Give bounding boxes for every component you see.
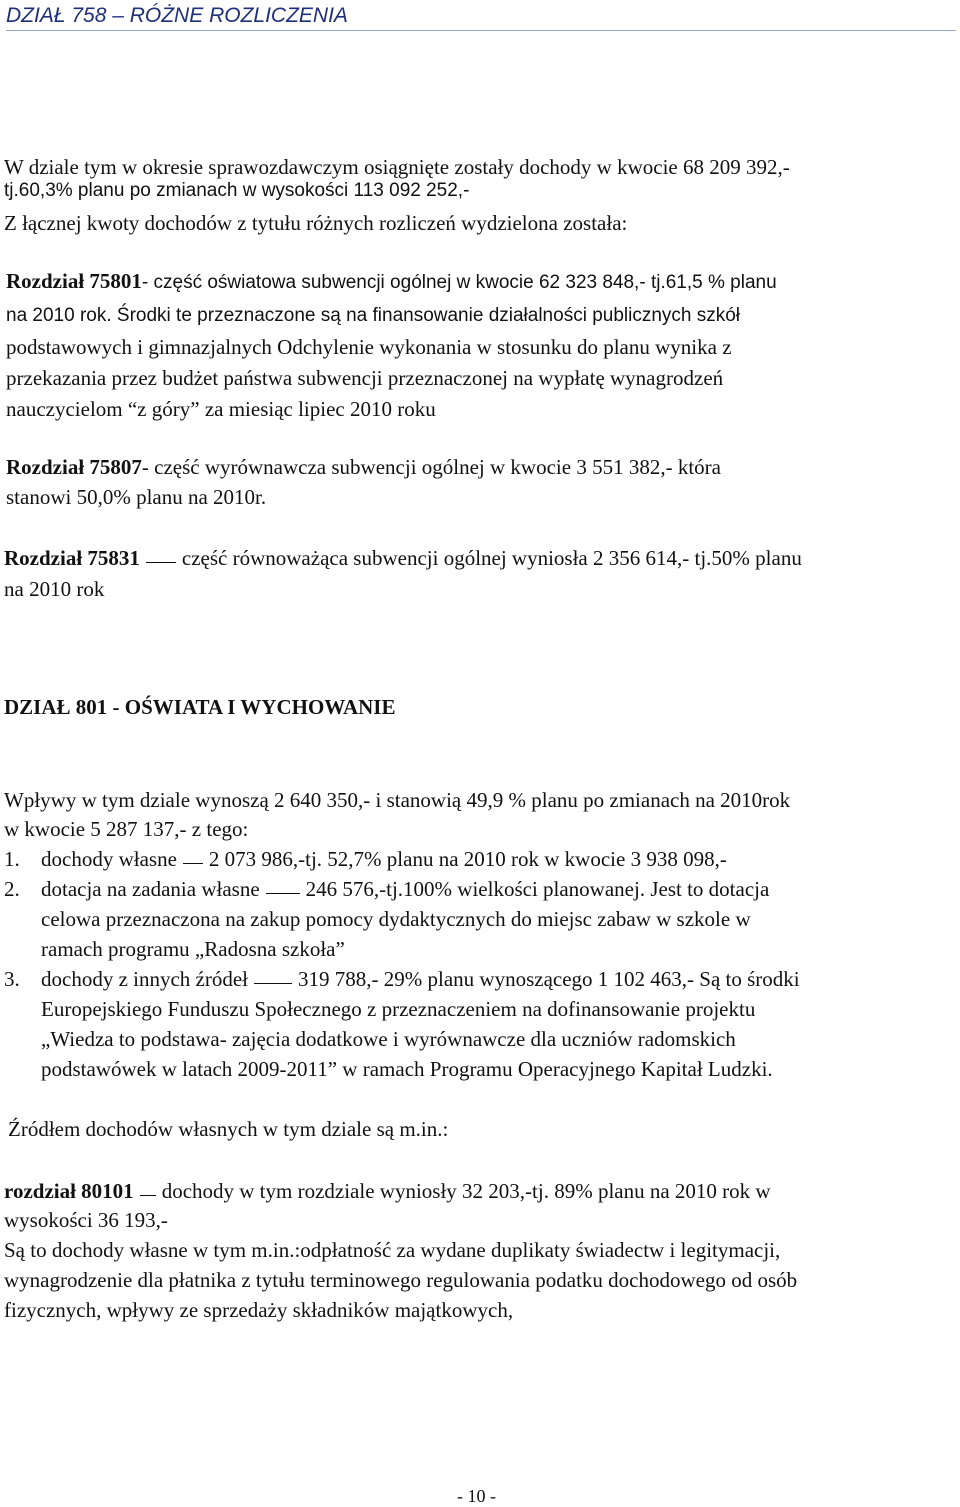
zrodlem-line: Źródłem dochodów własnych w tym dziale są m.in.: (8, 1117, 449, 1141)
r80101-line-5: fizycznych, wpływy ze sprzedaży składników majątkowych, (4, 1298, 514, 1322)
list-item-3-dash (254, 983, 292, 984)
list-item-3-label: dochody z innych źródeł (41, 967, 249, 991)
list-item-3-line-3: „Wiedza to podstawa- zajęcia dodatkowe i wyrównawcze dla uczniów radomskich (41, 1027, 736, 1051)
list-item-1-text (41, 845, 727, 874)
r80101-dash (140, 1195, 156, 1196)
list-item-3-value: 319 788,- 29% planu wynoszącego 1 102 463,- Są to środki (298, 967, 800, 991)
dzial-801-title: DZIAŁ 801 - OŚWIATA I WYCHOWANIE (4, 695, 396, 719)
r75831-line-2: na 2010 rok (4, 577, 105, 601)
r75801-text-1: - część oświatowa subwencji ogólnej w kwocie 62 323 848,- tj.61,5 % planu (141, 272, 777, 293)
r75831-line-1 (4, 544, 802, 573)
list-item-2-label: dotacja na zadania własne (41, 877, 260, 901)
intro-line-2: tj.60,3% planu po zmianach w wysokości 113 092 252,- (4, 180, 470, 201)
list-item-2-line-3: ramach programu „Radosna szkoła” (41, 937, 345, 961)
r75801-text-2: na 2010 rok. Środki te przeznaczone są na finansowanie działalności publicznych szkół (6, 305, 741, 326)
r80101-line-2: wysokości 36 193,- (4, 1208, 168, 1232)
list-item-1-dash (183, 863, 203, 864)
list-item-2-value: 246 576,-tj.100% wielkości planowanej. Jest to dotacja (305, 877, 770, 901)
r75831-dash (146, 562, 176, 563)
r75807-line-1 (6, 453, 721, 482)
list-number: 1. (4, 847, 20, 871)
wplywy-line-1: Wpływy w tym dziale wynoszą 2 640 350,- i stanowią 49,9 % planu po zmianach na 2010rok (4, 788, 791, 812)
list-item-2-dash (266, 893, 300, 894)
r75801-line-1 (6, 267, 777, 297)
r75807-line-2: stanowi 50,0% planu na 2010r. (6, 485, 267, 509)
r80101-line-3: Są to dochody własne w tym m.in.:odpłatność za wydane duplikaty świadectw i legitymacji, (4, 1238, 781, 1262)
list-item-2-line-2: celowa przeznaczona na zakup pomocy dydaktycznych do miejsc zabaw w szkole w (41, 907, 751, 931)
r75831-heading: Rozdział 75831 (4, 546, 140, 570)
r75801-line-4: przekazania przez budżet państwa subwencji przeznaczonej na wypłatę wynagrodzeń (6, 366, 724, 390)
page-number: - 10 - (457, 1486, 496, 1506)
list-item-3-line-2: Europejskiego Funduszu Społecznego z przeznaczeniem na dofinansowanie projektu (41, 997, 756, 1021)
list-item-1-value: 2 073 986,-tj. 52,7% planu na 2010 rok w kwocie 3 938 098,- (208, 847, 727, 871)
r75831-text-1: część równoważąca subwencji ogólnej wyniosła 2 356 614,- tj.50% planu (181, 546, 802, 570)
r75801-line-5: nauczycielom “z góry” za miesiąc lipiec 2010 roku (6, 397, 436, 421)
r80101-line-4: wynagrodzenie dla płatnika z tytułu terminowego regulowania podatku dochodowego od osób (4, 1268, 798, 1292)
r80101-text-1: dochody w tym rozdziale wyniosły 32 203,-tj. 89% planu na 2010 rok w (161, 1179, 771, 1203)
list-number: 3. (4, 967, 20, 991)
r75801-line-2 (6, 300, 740, 330)
section-header: DZIAŁ 758 – RÓŻNE ROZLICZENIA (6, 4, 348, 27)
r75801-line-3: podstawowych i gimnazjalnych Odchylenie wykonania w stosunku do planu wynika z (6, 335, 732, 359)
r80101-line-1 (4, 1177, 771, 1206)
r75801-heading: Rozdział 75801 (6, 269, 142, 293)
header-divider (6, 30, 956, 31)
intro-line-1: W dziale tym w okresie sprawozdawczym osiągnięte zostały dochody w kwocie 68 209 392,- (4, 155, 790, 179)
r75807-text-1: - część wyrównawcza subwencji ogólnej w kwocie 3 551 382,- która (141, 455, 721, 479)
r80101-heading: rozdział 80101 (4, 1179, 134, 1203)
wplywy-line-2: w kwocie 5 287 137,- z tego: (4, 817, 249, 841)
list-item-3-text (41, 965, 800, 994)
list-item-2-text (41, 875, 769, 904)
list-number: 2. (4, 877, 20, 901)
list-item-1-label: dochody własne (41, 847, 177, 871)
r75807-heading: Rozdział 75807 (6, 455, 142, 479)
intro-line-3: Z łącznej kwoty dochodów z tytułu różnych rozliczeń wydzielona została: (4, 211, 628, 235)
list-item-3-line-4: podstawówek w latach 2009-2011” w ramach Programu Operacyjnego Kapitał Ludzki. (41, 1057, 773, 1081)
